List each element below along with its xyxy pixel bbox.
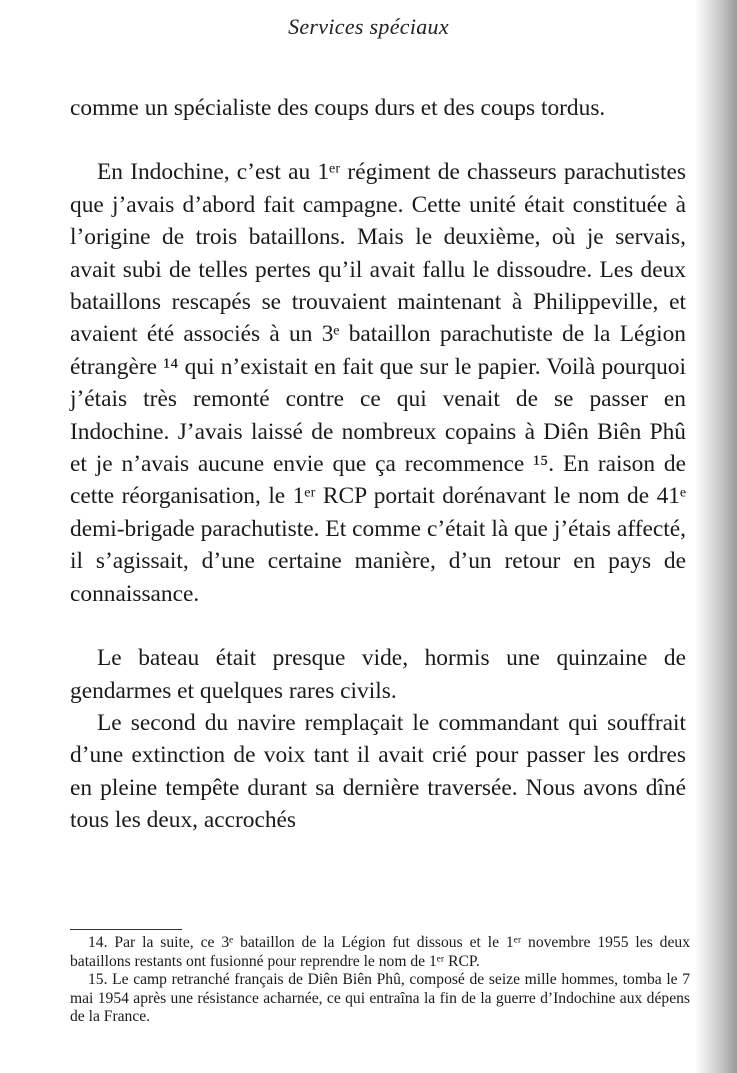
footnotes — [70, 934, 690, 1027]
footnote-15: 15. Le camp retranché français de Diên Biên Phû, composé de seize mille hommes, tomba le 7 mai 1954 après une résistance acharnée, ce qui entraîna la fin de la guerre d’Indochine aux dépens de la France. — [70, 971, 690, 1026]
paragraph-4: Le second du navire remplaçait le commandant qui souffrait d’une extinction de voix tant il avait crié pour passer les ordres en pleine tempête durant sa dernière traversée. Nous avons dîné tous les deux, accrochés — [70, 709, 686, 834]
footnote-14: 14. Par la suite, ce 3ᵉ bataillon de la Légion fut dissous et le 1ᵉʳ novembre 1955 les deux bataillons restants ont fusionné pour reprendre le nom de 1ᵉʳ RCP. — [70, 934, 690, 970]
running-head: Services spéciaux — [288, 14, 449, 39]
paragraph-1: comme un spécialiste des coups durs et des coups tordus. — [70, 95, 606, 121]
page-binding-shadow — [695, 0, 737, 1073]
paragraph-2: En Indochine, c’est au 1ᵉʳ régiment de chasseurs parachutistes que j’avais d’abord fait campagne. Cette unité était constituée à l’origine de trois bataillons. Mais le deuxième, où je servais, avait subi de telles pertes qu’il avait fallu le dissoudre. Les deux bataillons rescapés se trouvaient maintenant à Philippeville, et avaient été associés à un 3ᵉ bataillon parachutiste de la Légion étrangère ¹⁴ qui n’existait en fait que sur le papier. Voilà pourquoi j’étais très remonté contre ce qui venait de se passer en Indochine. J’avais laissé de nombreux copains à Diên Biên Phû et je n’avais aucune envie que ça recommence ¹⁵. En raison de cette réorganisation, le 1ᵉʳ RCP portait dorénavant le nom de 41ᵉ demi-brigade parachutiste. Et comme c’était là que j’étais affecté, il s’agissait, d’une certaine manière, d’un retour en pays de connaissance. — [70, 159, 686, 607]
footnote-divider — [70, 929, 182, 930]
paragraph-3: Le bateau était presque vide, hormis une quinzaine de gendarmes et quelques rares civils. — [70, 645, 686, 704]
body-text — [70, 92, 686, 837]
